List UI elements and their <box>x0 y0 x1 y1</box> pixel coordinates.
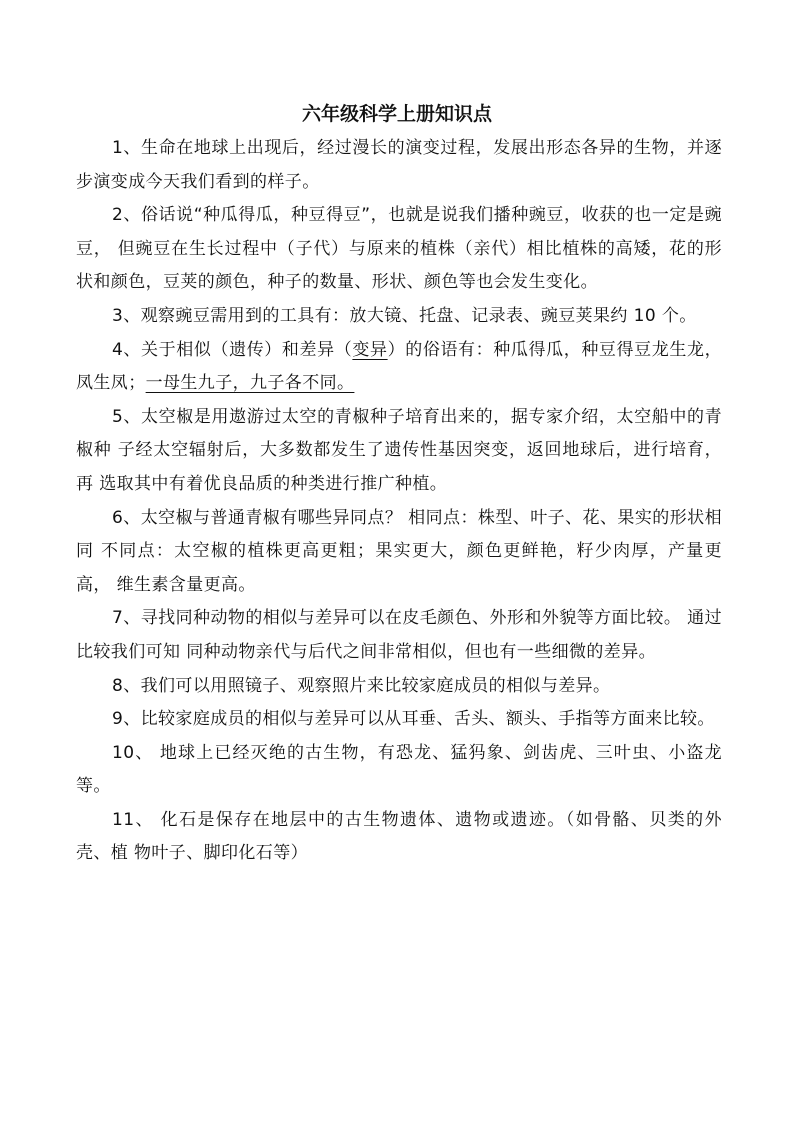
paragraph-text: 2、俗话说“种瓜得瓜，种豆得豆”，也就是说我们播种豌豆，收获的也一定是豌豆， 但豌豆在生长过程中（子代）与原来的植株（亲代）相比植株的高矮，花的形 状和颜色，豆荚的颜色，种子的数量、形状、颜色等也会发生变化。 <box>76 205 722 293</box>
paragraph-text: 4、关于相似（遗传）和差异（ <box>112 339 353 360</box>
paragraph-text: 1、生命在地球上出现后，经过漫长的演变过程，发展出形态各异的生物，并逐步演变成今天我们看到的样子。 <box>76 138 722 192</box>
paragraph-3 <box>76 300 722 334</box>
document-body <box>76 132 722 871</box>
paragraph-5 <box>76 401 722 502</box>
paragraph-text: 6、太空椒与普通青椒有哪些异同点？ 相同点：株型、叶子、花、果实的形状相同 不同点：太空椒的植株更高更粗；果实更大，颜色更鲜艳，籽少肉厚，产量更高， 维生素含量更高。 <box>76 507 722 595</box>
paragraph-text: 9、比较家庭成员的相似与差异可以从耳垂、舌头、额头、手指等方面来比较。 <box>112 709 715 730</box>
paragraph-10 <box>76 737 722 804</box>
paragraph-text: 8、我们可以用照镜子、观察照片来比较家庭成员的相似与差异。 <box>112 675 611 696</box>
paragraph-text: 11、 化石是保存在地层中的古生物遗体、遗物或遗迹。（如骨骼、贝类的外壳、植 物叶子、脚印化石等） <box>76 809 722 864</box>
paragraph-9 <box>76 703 722 737</box>
page-title: 六年级科学上册知识点 <box>301 103 492 125</box>
paragraph-4 <box>76 334 722 401</box>
paragraph-2 <box>76 199 722 300</box>
paragraph-text: 3、观察豌豆需用到的工具有：放大镜、托盘、记录表、豌豆荚果约 10 个。 <box>112 305 697 326</box>
paragraph-text: 10、 地球上已经灭绝的古生物，有恐龙、猛犸象、剑齿虎、三叶虫、小盗龙等。 <box>76 742 722 797</box>
underlined-text: 一母生九子，九子各不同。 <box>145 373 355 394</box>
underlined-text: 变异 <box>352 339 388 360</box>
paragraph-text: ）的俗语有：种瓜得瓜，种豆得豆龙生龙，凤生凤； <box>76 339 722 394</box>
paragraph-1 <box>76 132 722 199</box>
paragraph-7 <box>76 602 722 669</box>
paragraph-11 <box>76 804 722 871</box>
paragraph-8 <box>76 670 722 704</box>
paragraph-6 <box>76 502 722 603</box>
paragraph-text: 5、太空椒是用遨游过太空的青椒种子培育出来的，据专家介绍，太空船中的青椒种 子经太空辐射后，大多数都发生了遗传性基因突变，返回地球后，进行培育，再 选取其中有着优良品质的种类进行推广种植。 <box>76 406 722 494</box>
paragraph-text: 7、寻找同种动物的相似与差异可以在皮毛颜色、外形和外貌等方面比较。 通过比较我们可知 同种动物亲代与后代之间非常相似，但也有一些细微的差异。 <box>76 608 722 662</box>
